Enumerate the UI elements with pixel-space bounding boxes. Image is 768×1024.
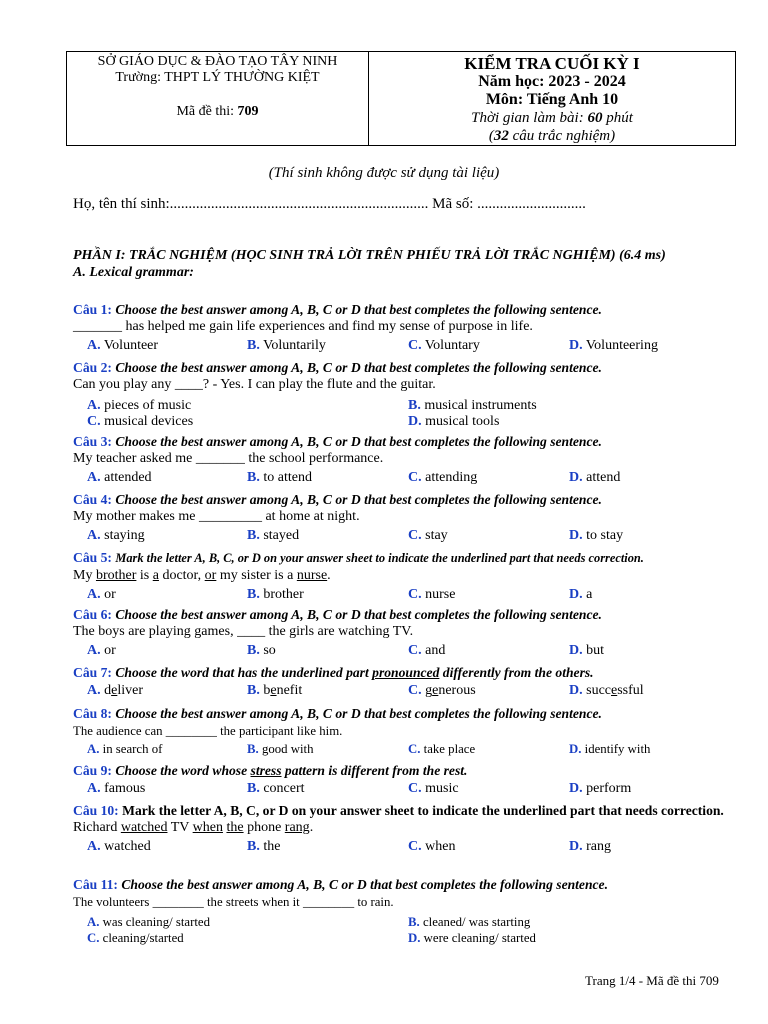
student-name-line: Họ, tên thí sinh:..................................................................... Mã số: ............................. xyxy=(73,196,586,212)
options xyxy=(73,338,731,356)
question-5: Câu 5: Mark the letter A, B, C, or D on your answer sheet to indicate the underlined part that needs correction. My brother is a doctor, or my sister is a nurse. A. or B. brother C. nurse D. a xyxy=(73,549,731,605)
school-name: Trường: THPT LÝ THƯỜNG KIỆT xyxy=(115,70,320,85)
option-d[interactable]: D. were cleaning/ started xyxy=(408,931,536,945)
option-d[interactable]: D. perform xyxy=(569,781,632,796)
question-text: Richard watched TV when the phone rang. xyxy=(73,820,314,835)
option-a[interactable]: A. was cleaning/ started xyxy=(87,915,210,929)
question-1: Câu 1: Choose the best answer among A, B, C or D that best completes the following sentence. _______ has helped me gain life experiences and find my sense of purpose in life. A. Volunteer B. Voluntarily C. Voluntary D. Volunteering xyxy=(73,301,731,356)
option-c[interactable]: C. attending xyxy=(408,470,478,485)
page-footer: Trang 1/4 - Mã đề thi 709 xyxy=(585,973,719,988)
option-b[interactable]: B. cleaned/ was starting xyxy=(408,915,531,929)
option-b[interactable]: B. stayed xyxy=(247,528,300,543)
option-c[interactable]: C. when xyxy=(408,839,456,854)
header-left xyxy=(67,52,369,145)
options xyxy=(73,931,731,949)
option-b[interactable]: B. brother xyxy=(247,587,304,602)
option-b[interactable]: B. concert xyxy=(247,781,305,796)
option-a[interactable]: A. in search of xyxy=(87,742,163,756)
option-d[interactable]: D. a xyxy=(569,587,593,602)
exam-code: Mã đề thi: 709 xyxy=(176,104,259,119)
question-8: Câu 8: Choose the best answer among A, B, C or D that best completes the following sentence. The audience can ________ the participant like him. A. in search of B. good with C. take place D. identify with xyxy=(73,705,731,760)
option-d[interactable]: D. rang xyxy=(569,839,612,854)
question-text: _______ has helped me gain life experiences and find my sense of purpose in life. xyxy=(73,319,533,334)
option-b[interactable]: B. to attend xyxy=(247,470,312,485)
options xyxy=(73,781,731,799)
question-10: Câu 10: Mark the letter A, B, C, or D on your answer sheet to indicate the underlined part that needs correction. Richard watched TV when the phone rang. A. watched B. the C. when D. rang xyxy=(73,802,731,857)
option-a[interactable]: A. staying xyxy=(87,528,145,543)
option-a[interactable]: A. Volunteer xyxy=(87,338,159,353)
question-2: Câu 2: Choose the best answer among A, B, C or D that best completes the following sentence. Can you play any ____? - Yes. I can play the flute and the guitar. A. pieces of music B. musical instruments C. musical devices D. musical tools xyxy=(73,359,731,432)
duration: Thời gian làm bài: 60 phút xyxy=(471,110,633,126)
option-d[interactable]: D. to stay xyxy=(569,528,624,543)
options xyxy=(73,839,731,857)
option-a[interactable]: A. watched xyxy=(87,839,151,854)
option-b[interactable]: B. so xyxy=(247,643,276,658)
options xyxy=(73,742,731,760)
question-11: Câu 11: Choose the best answer among A, B, C or D that best completes the following sentence. The volunteers ________ the streets when it ________ to rain. A. was cleaning/ started B. cleaned/ was starting C. cleaning/started D. were cleaning/ started xyxy=(73,876,731,949)
question-text: My mother makes me _________ at home at night. xyxy=(73,509,360,524)
option-c[interactable]: C. take place xyxy=(408,742,476,756)
school-year: Năm học: 2023 - 2024 xyxy=(478,73,626,90)
option-c[interactable]: C. cleaning/started xyxy=(87,931,184,945)
option-d[interactable]: D. musical tools xyxy=(408,414,500,429)
question-text: My teacher asked me _______ the school performance. xyxy=(73,451,384,466)
question-count: (32 câu trắc nghiệm) xyxy=(488,128,616,144)
options xyxy=(73,643,731,661)
option-d[interactable]: D. but xyxy=(569,643,605,658)
option-b[interactable]: B. the xyxy=(247,839,281,854)
options xyxy=(73,683,731,701)
option-c[interactable]: C. and xyxy=(408,643,446,658)
option-d[interactable]: D. Volunteering xyxy=(569,338,658,353)
part-1-title: PHẦN I: TRẮC NGHIỆM (HỌC SINH TRẢ LỜI TRÊN PHIẾU TRẢ LỜI TRẮC NGHIỆM) (6.4 ms) xyxy=(73,248,666,263)
question-text: The boys are playing games, ____ the girls are watching TV. xyxy=(73,624,414,639)
option-b[interactable]: B. musical instruments xyxy=(408,398,537,413)
option-a[interactable]: A. deliver xyxy=(87,683,143,698)
option-b[interactable]: B. Voluntarily xyxy=(247,338,326,353)
option-a[interactable]: A. famous xyxy=(87,781,146,796)
exam-header xyxy=(66,51,736,146)
question-text: My brother is a doctor, or my sister is a nurse. xyxy=(73,568,331,583)
question-9: Câu 9: Choose the word whose stress pattern is different from the rest. A. famous B. concert C. music D. perform xyxy=(73,762,731,799)
question-4: Câu 4: Choose the best answer among A, B, C or D that best completes the following sentence. My mother makes me _________ at home at night. A. staying B. stayed C. stay D. to stay xyxy=(73,491,731,546)
section-a-title: A. Lexical grammar: xyxy=(73,265,194,280)
option-a[interactable]: A. pieces of music xyxy=(87,398,192,413)
option-b[interactable]: B. good with xyxy=(247,742,314,756)
option-c[interactable]: C. nurse xyxy=(408,587,456,602)
option-a[interactable]: A. or xyxy=(87,643,116,658)
options xyxy=(73,587,731,605)
option-c[interactable]: C. music xyxy=(408,781,459,796)
part-heading xyxy=(73,247,666,281)
question-text: The volunteers ________ the streets when it ________ to rain. xyxy=(73,895,394,909)
option-c[interactable]: C. Voluntary xyxy=(408,338,480,353)
options xyxy=(73,470,731,488)
option-c[interactable]: C. generous xyxy=(408,683,476,698)
option-a[interactable]: A. attended xyxy=(87,470,152,485)
exam-note: (Thí sinh không được sử dụng tài liệu) xyxy=(268,165,500,181)
options xyxy=(73,528,731,546)
question-6: Câu 6: Choose the best answer among A, B, C or D that best completes the following sentence. The boys are playing games, ____ the girls are watching TV. A. or B. so C. and D. but xyxy=(73,606,731,661)
department: SỞ GIÁO DỤC & ĐÀO TẠO TÂY NINH xyxy=(97,54,338,69)
options xyxy=(73,414,731,432)
option-d[interactable]: D. successful xyxy=(569,683,644,698)
option-c[interactable]: C. musical devices xyxy=(87,414,194,429)
option-a[interactable]: A. or xyxy=(87,587,116,602)
question-3: Câu 3: Choose the best answer among A, B, C or D that best completes the following sentence. My teacher asked me _______ the school performance. A. attended B. to attend C. attending D. attend xyxy=(73,433,731,488)
option-b[interactable]: B. benefit xyxy=(247,683,303,698)
subject: Môn: Tiếng Anh 10 xyxy=(485,91,619,108)
option-d[interactable]: D. attend xyxy=(569,470,621,485)
question-text: Can you play any ____? - Yes. I can play the flute and the guitar. xyxy=(73,377,436,392)
question-text: The audience can ________ the participant like him. xyxy=(73,724,343,738)
option-d[interactable]: D. identify with xyxy=(569,742,651,756)
exam-title: KIỂM TRA CUỐI KỲ I xyxy=(464,54,640,73)
header-right xyxy=(369,52,735,145)
option-c[interactable]: C. stay xyxy=(408,528,448,543)
question-7: Câu 7: Choose the word that has the underlined part pronounced differently from the others. A. deliver B. benefit C. generous D. successful xyxy=(73,664,731,701)
